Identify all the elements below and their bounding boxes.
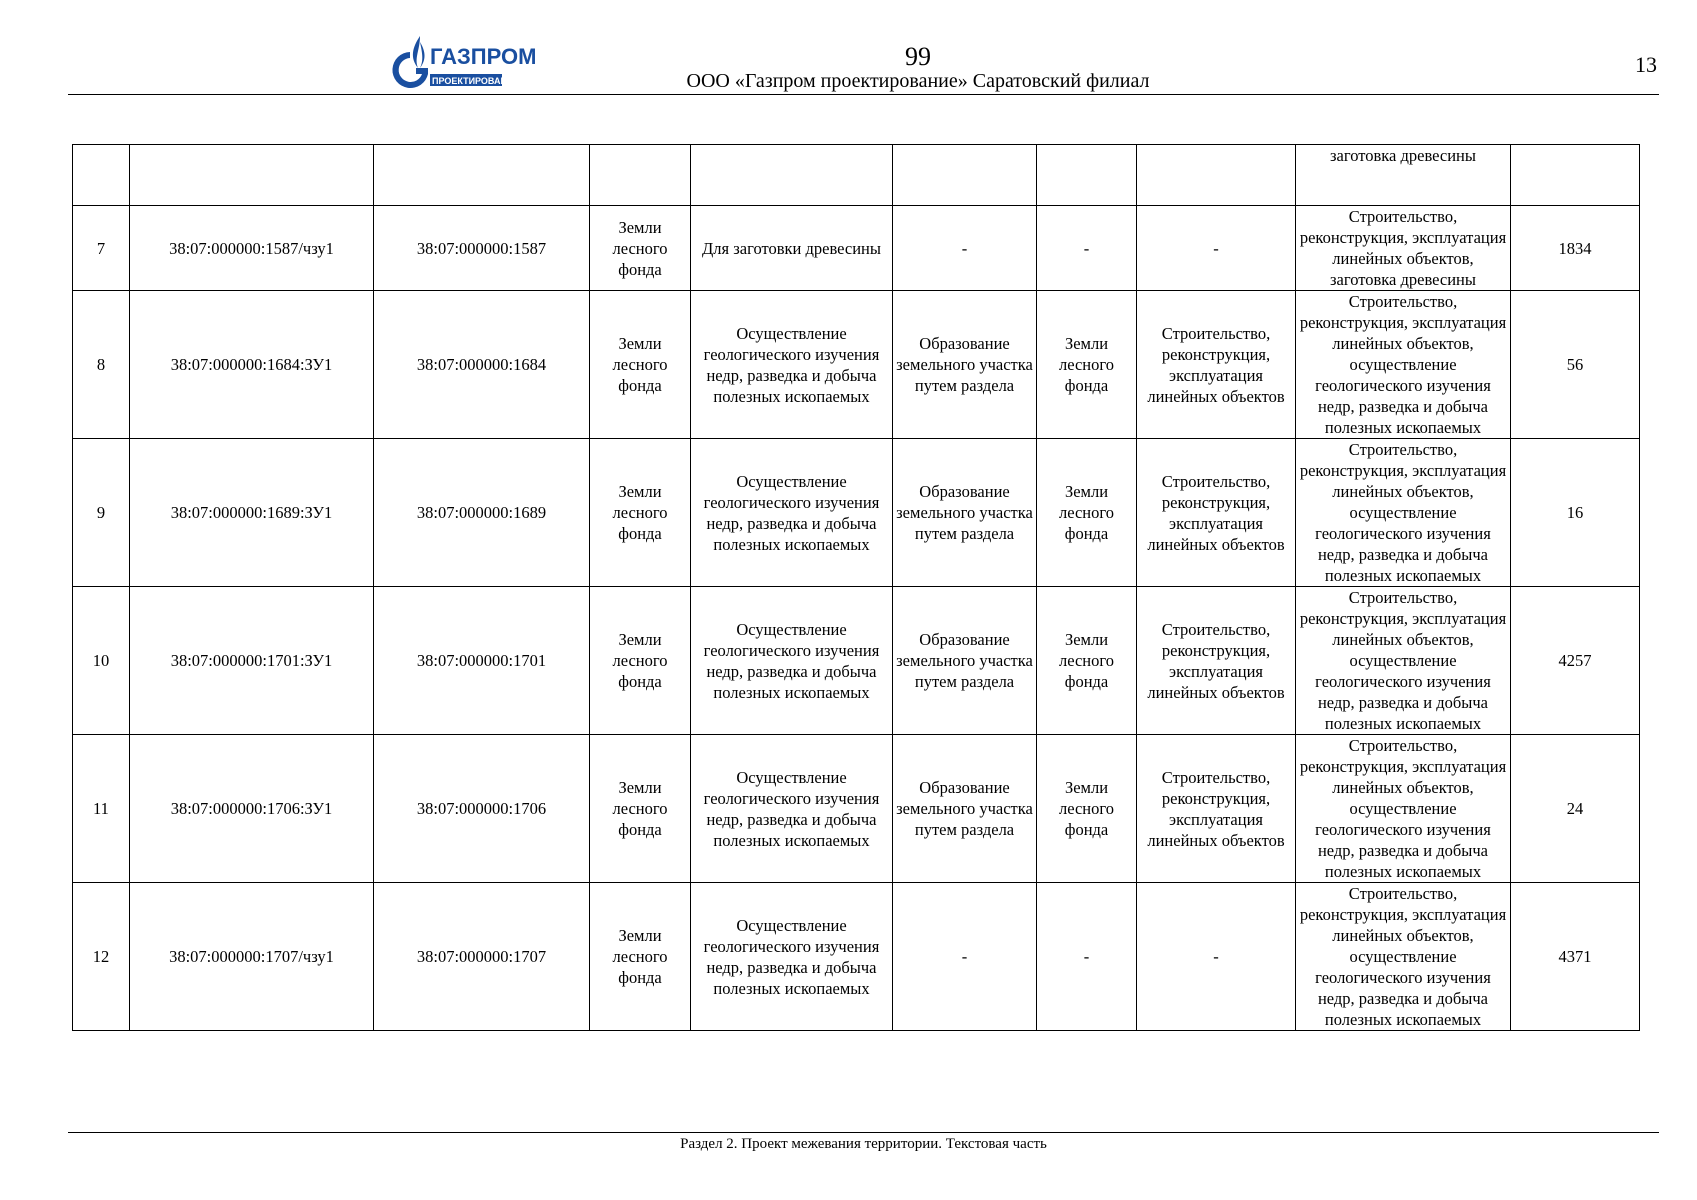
cell	[73, 145, 130, 206]
cell-new-use: Строительство, реконструкция, эксплуатация линейных объектов	[1137, 291, 1296, 439]
table-row	[73, 206, 1640, 291]
cell-area: 16	[1511, 439, 1640, 587]
cell-parent: 38:07:000000:1684	[374, 291, 590, 439]
cell-designation: 38:07:000000:1587/чзу1	[130, 206, 374, 291]
cell-parent: 38:07:000000:1701	[374, 587, 590, 735]
cell	[1511, 145, 1640, 206]
footer-rule	[68, 1132, 1659, 1133]
table-row	[73, 883, 1640, 1031]
cell	[1037, 145, 1137, 206]
cell-use: Осуществление геологического изучения недр, разведка и добыча полезных ископаемых	[691, 883, 893, 1031]
cell-category: Земли лесного фонда	[590, 883, 691, 1031]
cell-method: Образование земельного участка путем раздела	[893, 439, 1037, 587]
table-row	[73, 291, 1640, 439]
cell-use: Осуществление геологического изучения недр, разведка и добыча полезных ископаемых	[691, 439, 893, 587]
cell-category: Земли лесного фонда	[590, 735, 691, 883]
cell-use: Осуществление геологического изучения недр, разведка и добыча полезных ископаемых	[691, 291, 893, 439]
cell-designation: 38:07:000000:1684:ЗУ1	[130, 291, 374, 439]
cell-category: Земли лесного фонда	[590, 206, 691, 291]
cell-new-category: -	[1037, 883, 1137, 1031]
cell-purpose: Строительство, реконструкция, эксплуатация линейных объектов, осуществление геологического изучения недр, разведка и добыча полезных ископаемых	[1296, 587, 1511, 735]
cell-area: 24	[1511, 735, 1640, 883]
cell-area: 56	[1511, 291, 1640, 439]
cell-method: -	[893, 883, 1037, 1031]
cell	[691, 145, 893, 206]
cell-category: Земли лесного фонда	[590, 291, 691, 439]
cell-new-category: Земли лесного фонда	[1037, 291, 1137, 439]
cell-area: 4371	[1511, 883, 1640, 1031]
cell	[374, 145, 590, 206]
cell-new-use: Строительство, реконструкция, эксплуатация линейных объектов	[1137, 439, 1296, 587]
cell-parent: 38:07:000000:1707	[374, 883, 590, 1031]
cell-parent: 38:07:000000:1689	[374, 439, 590, 587]
cell-designation: 38:07:000000:1706:ЗУ1	[130, 735, 374, 883]
cell	[590, 145, 691, 206]
sheet-number: 13	[1635, 52, 1657, 77]
cell-new-category: Земли лесного фонда	[1037, 439, 1137, 587]
cell-purpose: Строительство, реконструкция, эксплуатация линейных объектов, осуществление геологического изучения недр, разведка и добыча полезных ископаемых	[1296, 291, 1511, 439]
flame-icon	[413, 36, 420, 68]
cell-area: 4257	[1511, 587, 1640, 735]
cell-new-use: Строительство, реконструкция, эксплуатация линейных объектов	[1137, 735, 1296, 883]
table-row	[73, 587, 1640, 735]
cell-method: Образование земельного участка путем раздела	[893, 291, 1037, 439]
cell-parent: 38:07:000000:1706	[374, 735, 590, 883]
cell-new-category: -	[1037, 206, 1137, 291]
cell-new-category: Земли лесного фонда	[1037, 735, 1137, 883]
continuation-row	[73, 145, 1640, 206]
cell-designation: 38:07:000000:1701:ЗУ1	[130, 587, 374, 735]
cell-area: 1834	[1511, 206, 1640, 291]
cell	[893, 145, 1037, 206]
section-footer: Раздел 2. Проект межевания территории. Текстовая часть	[680, 1136, 1047, 1152]
cell-num: 7	[73, 206, 130, 291]
cell-new-category: Земли лесного фонда	[1037, 587, 1137, 735]
table-row	[73, 735, 1640, 883]
cell-purpose: заготовка древесины	[1296, 145, 1511, 206]
cell-num: 11	[73, 735, 130, 883]
cell-method: Образование земельного участка путем раздела	[893, 587, 1037, 735]
cell-use: Осуществление геологического изучения недр, разведка и добыча полезных ископаемых	[691, 735, 893, 883]
cell-use: Для заготовки древесины	[691, 206, 893, 291]
cell-num: 10	[73, 587, 130, 735]
gazprom-logo	[390, 34, 537, 90]
table-row	[73, 439, 1640, 587]
cell	[1137, 145, 1296, 206]
cell	[130, 145, 374, 206]
logo-wordmark: ГАЗПРОМ	[430, 44, 537, 69]
cell-purpose: Строительство, реконструкция, эксплуатация линейных объектов, осуществление геологического изучения недр, разведка и добыча полезных ископаемых	[1296, 735, 1511, 883]
cell-purpose: Строительство, реконструкция, эксплуатация линейных объектов, осуществление геологического изучения недр, разведка и добыча полезных ископаемых	[1296, 439, 1511, 587]
cell-purpose: Строительство, реконструкция, эксплуатация линейных объектов, заготовка древесины	[1296, 206, 1511, 291]
header-rule	[68, 94, 1659, 95]
logo-subtitle: ПРОЕКТИРОВАНИЕ	[432, 76, 520, 86]
cell-category: Земли лесного фонда	[590, 587, 691, 735]
cell-new-use: -	[1137, 883, 1296, 1031]
cell-num: 9	[73, 439, 130, 587]
page-header	[68, 30, 1659, 96]
cell-new-use: -	[1137, 206, 1296, 291]
cell-num: 12	[73, 883, 130, 1031]
land-plots-table	[72, 144, 1640, 1031]
cell-num: 8	[73, 291, 130, 439]
organization-name: ООО «Газпром проектирование» Саратовский филиал	[686, 70, 1150, 92]
cell-method: Образование земельного участка путем раздела	[893, 735, 1037, 883]
cell-category: Земли лесного фонда	[590, 439, 691, 587]
cell-parent: 38:07:000000:1587	[374, 206, 590, 291]
cell-purpose: Строительство, реконструкция, эксплуатация линейных объектов, осуществление геологического изучения недр, разведка и добыча полезных ископаемых	[1296, 883, 1511, 1031]
cell-new-use: Строительство, реконструкция, эксплуатация линейных объектов	[1137, 587, 1296, 735]
cell-designation: 38:07:000000:1707/чзу1	[130, 883, 374, 1031]
cell-designation: 38:07:000000:1689:ЗУ1	[130, 439, 374, 587]
page-number: 99	[905, 42, 931, 71]
cell-method: -	[893, 206, 1037, 291]
cell-use: Осуществление геологического изучения недр, разведка и добыча полезных ископаемых	[691, 587, 893, 735]
